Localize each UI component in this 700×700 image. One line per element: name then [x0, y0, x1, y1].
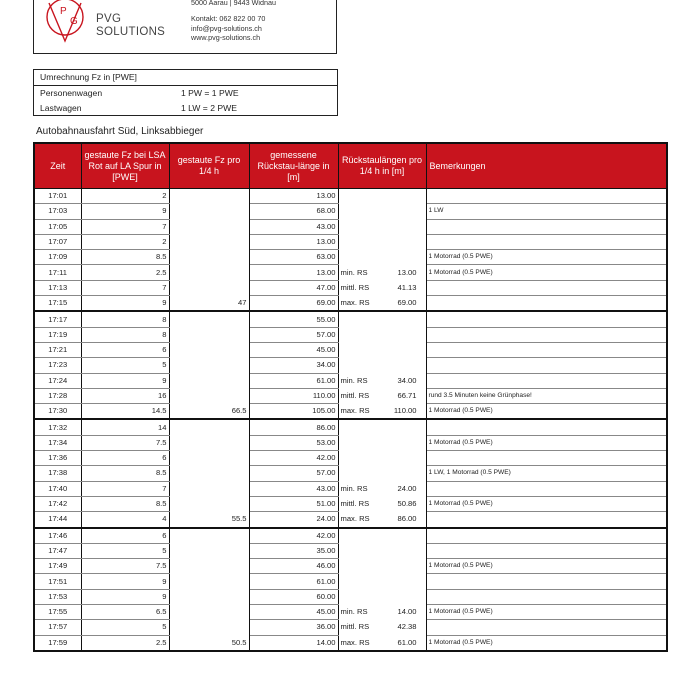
cell-fz-lsa: 16 — [81, 388, 169, 403]
cell-bemerkung: 1 LW — [426, 204, 667, 219]
cell-stat-label — [338, 358, 388, 373]
table-row — [34, 589, 667, 604]
cell-bemerkung — [426, 620, 667, 635]
cell-fz-quarter — [169, 620, 249, 635]
cell-bemerkung: 1 Motorrad (0.5 PWE) — [426, 265, 667, 280]
cell-stat-label — [338, 466, 388, 481]
cell-stat-label — [338, 327, 388, 342]
cell-fz-quarter — [169, 574, 249, 589]
cell-fz-lsa: 2 — [81, 234, 169, 249]
cell-bemerkung — [426, 574, 667, 589]
cell-bemerkung — [426, 342, 667, 357]
section-title: Autobahnausfahrt Süd, Linksabbieger — [36, 126, 204, 137]
svg-text:P: P — [60, 6, 67, 17]
table-row — [34, 404, 667, 420]
cell-stat-value: 69.00 — [388, 296, 426, 312]
cell-fz-quarter — [169, 327, 249, 342]
table-row — [34, 327, 667, 342]
col-bemerkungen: Bemerkungen — [426, 143, 667, 189]
cell-zeit: 17:34 — [34, 435, 81, 450]
cell-fz-quarter — [169, 451, 249, 466]
cell-fz-lsa: 7 — [81, 280, 169, 295]
cell-fz-quarter — [169, 605, 249, 620]
cell-fz-lsa: 9 — [81, 204, 169, 219]
cell-stat-label — [338, 189, 388, 204]
cell-fz-lsa: 14.5 — [81, 404, 169, 420]
cell-stat-label: min. RS — [338, 265, 388, 280]
cell-bemerkung — [426, 280, 667, 295]
cell-stat-label — [338, 419, 388, 435]
cell-zeit: 17:23 — [34, 358, 81, 373]
cell-stat-label — [338, 574, 388, 589]
cell-stat-value — [388, 589, 426, 604]
cell-rueckstau: 61.00 — [249, 373, 338, 388]
cell-fz-lsa: 8.5 — [81, 466, 169, 481]
cell-stat-label: min. RS — [338, 373, 388, 388]
table-row — [34, 451, 667, 466]
cell-bemerkung — [426, 481, 667, 496]
cell-rueckstau: 69.00 — [249, 296, 338, 312]
cell-stat-label: max. RS — [338, 296, 388, 312]
table-row — [34, 512, 667, 528]
cell-stat-value — [388, 234, 426, 249]
cell-bemerkung: 1 Motorrad (0.5 PWE) — [426, 605, 667, 620]
company-phone: Kontakt: 062 822 00 70 — [191, 14, 266, 23]
cell-fz-lsa: 8.5 — [81, 496, 169, 511]
table-row — [34, 620, 667, 635]
table-row — [34, 559, 667, 574]
cell-stat-label — [338, 451, 388, 466]
cell-stat-value — [388, 250, 426, 265]
cell-zeit: 17:05 — [34, 219, 81, 234]
table-header-row — [34, 143, 667, 189]
cell-fz-quarter — [169, 234, 249, 249]
cell-stat-label — [338, 234, 388, 249]
cell-stat-value: 50.86 — [388, 496, 426, 511]
cell-fz-quarter — [169, 589, 249, 604]
cell-fz-lsa: 5 — [81, 543, 169, 558]
cell-fz-lsa: 7 — [81, 219, 169, 234]
cell-stat-label: mittl. RS — [338, 496, 388, 511]
cell-stat-value: 34.00 — [388, 373, 426, 388]
table-row — [34, 373, 667, 388]
cell-bemerkung — [426, 327, 667, 342]
cell-fz-lsa: 6 — [81, 451, 169, 466]
cell-zeit: 17:21 — [34, 342, 81, 357]
cell-bemerkung — [426, 234, 667, 249]
cell-fz-lsa: 6 — [81, 528, 169, 544]
cell-rueckstau: 45.00 — [249, 605, 338, 620]
cell-zeit: 17:30 — [34, 404, 81, 420]
table-row — [34, 204, 667, 219]
cell-rueckstau: 36.00 — [249, 620, 338, 635]
cell-stat-value: 14.00 — [388, 605, 426, 620]
cell-stat-label — [338, 204, 388, 219]
table-row — [34, 388, 667, 403]
cell-stat-label — [338, 589, 388, 604]
col-rs-quarter: Rückstaulängen pro 1/4 h in [m] — [338, 143, 426, 189]
cell-stat-value — [388, 543, 426, 558]
table-row — [34, 528, 667, 544]
cell-rueckstau: 105.00 — [249, 404, 338, 420]
cell-fz-lsa: 8 — [81, 327, 169, 342]
pvg-logo-icon — [40, 0, 90, 43]
cell-fz-quarter — [169, 189, 249, 204]
cell-bemerkung — [426, 543, 667, 558]
table-row — [34, 466, 667, 481]
cell-stat-label — [338, 528, 388, 544]
cell-stat-value — [388, 528, 426, 544]
cell-fz-lsa: 9 — [81, 574, 169, 589]
table-row — [34, 435, 667, 450]
cell-fz-quarter — [169, 559, 249, 574]
cell-zeit: 17:38 — [34, 466, 81, 481]
cell-zeit: 17:57 — [34, 620, 81, 635]
cell-rueckstau: 55.00 — [249, 311, 338, 327]
conversion-value: 1 LW = 2 PWE — [181, 102, 237, 113]
cell-fz-lsa: 8.5 — [81, 250, 169, 265]
cell-rueckstau: 42.00 — [249, 528, 338, 544]
cell-fz-lsa: 9 — [81, 589, 169, 604]
cell-fz-quarter — [169, 311, 249, 327]
cell-zeit: 17:49 — [34, 559, 81, 574]
cell-stat-value: 13.00 — [388, 265, 426, 280]
conversion-title: Umrechnung Fz in [PWE] — [33, 69, 338, 86]
table-row — [34, 296, 667, 312]
table-row — [34, 605, 667, 620]
cell-bemerkung — [426, 419, 667, 435]
cell-fz-quarter — [169, 342, 249, 357]
svg-text:G: G — [70, 16, 78, 27]
cell-stat-label: max. RS — [338, 404, 388, 420]
company-email[interactable]: info@pvg-solutions.ch — [191, 23, 262, 33]
cell-stat-label — [338, 311, 388, 327]
cell-stat-value — [388, 189, 426, 204]
cell-fz-lsa: 8 — [81, 311, 169, 327]
cell-fz-quarter — [169, 543, 249, 558]
cell-zeit: 17:44 — [34, 512, 81, 528]
cell-fz-lsa: 7.5 — [81, 435, 169, 450]
cell-stat-label — [338, 219, 388, 234]
cell-rueckstau: 46.00 — [249, 559, 338, 574]
cell-rueckstau: 35.00 — [249, 543, 338, 558]
cell-rueckstau: 43.00 — [249, 219, 338, 234]
cell-bemerkung — [426, 189, 667, 204]
cell-stat-value — [388, 466, 426, 481]
cell-rueckstau: 86.00 — [249, 419, 338, 435]
cell-rueckstau: 53.00 — [249, 435, 338, 450]
cell-bemerkung — [426, 296, 667, 312]
cell-zeit: 17:40 — [34, 481, 81, 496]
cell-stat-value — [388, 342, 426, 357]
cell-stat-value — [388, 451, 426, 466]
cell-stat-value — [388, 311, 426, 327]
cell-fz-lsa: 14 — [81, 419, 169, 435]
cell-zeit: 17:11 — [34, 265, 81, 280]
cell-bemerkung: 1 Motorrad (0.5 PWE) — [426, 559, 667, 574]
cell-rueckstau: 42.00 — [249, 451, 338, 466]
cell-rueckstau: 57.00 — [249, 327, 338, 342]
cell-rueckstau: 57.00 — [249, 466, 338, 481]
cell-bemerkung — [426, 311, 667, 327]
cell-rueckstau: 61.00 — [249, 574, 338, 589]
cell-zeit: 17:13 — [34, 280, 81, 295]
cell-rueckstau: 110.00 — [249, 388, 338, 403]
table-row — [34, 635, 667, 651]
cell-fz-quarter — [169, 250, 249, 265]
cell-stat-value: 110.00 — [388, 404, 426, 420]
cell-fz-quarter — [169, 265, 249, 280]
cell-zeit: 17:59 — [34, 635, 81, 651]
cell-rueckstau: 51.00 — [249, 496, 338, 511]
cell-stat-value: 24.00 — [388, 481, 426, 496]
cell-bemerkung: 1 Motorrad (0.5 PWE) — [426, 496, 667, 511]
cell-rueckstau: 68.00 — [249, 204, 338, 219]
cell-zeit: 17:32 — [34, 419, 81, 435]
cell-stat-value — [388, 358, 426, 373]
cell-stat-value: 41.13 — [388, 280, 426, 295]
cell-fz-lsa: 6 — [81, 342, 169, 357]
cell-stat-value: 86.00 — [388, 512, 426, 528]
cell-zeit: 17:24 — [34, 373, 81, 388]
conversion-label: Personenwagen — [40, 88, 103, 98]
cell-rueckstau: 47.00 — [249, 280, 338, 295]
cell-zeit: 17:01 — [34, 189, 81, 204]
table-row — [34, 358, 667, 373]
cell-stat-label: mittl. RS — [338, 620, 388, 635]
cell-fz-lsa: 7.5 — [81, 559, 169, 574]
cell-zeit: 17:15 — [34, 296, 81, 312]
cell-fz-lsa: 7 — [81, 481, 169, 496]
cell-rueckstau: 43.00 — [249, 481, 338, 496]
company-name-line1: PVG — [96, 13, 122, 25]
cell-fz-quarter: 47 — [169, 296, 249, 312]
cell-zeit: 17:19 — [34, 327, 81, 342]
cell-stat-label — [338, 543, 388, 558]
conversion-row — [34, 86, 337, 101]
cell-stat-value — [388, 327, 426, 342]
cell-rueckstau: 24.00 — [249, 512, 338, 528]
table-row — [34, 250, 667, 265]
conversion-box — [33, 69, 338, 116]
table-row — [34, 342, 667, 357]
cell-bemerkung: rund 3.5 Minuten keine Grünphase! — [426, 388, 667, 403]
cell-fz-quarter: 50.5 — [169, 635, 249, 651]
cell-fz-quarter — [169, 388, 249, 403]
cell-bemerkung — [426, 451, 667, 466]
cell-fz-quarter: 66.5 — [169, 404, 249, 420]
cell-bemerkung — [426, 589, 667, 604]
cell-stat-value: 42.38 — [388, 620, 426, 635]
cell-fz-quarter — [169, 466, 249, 481]
table-row — [34, 234, 667, 249]
cell-stat-value — [388, 204, 426, 219]
cell-zeit: 17:03 — [34, 204, 81, 219]
cell-rueckstau: 13.00 — [249, 189, 338, 204]
cell-fz-lsa: 5 — [81, 358, 169, 373]
company-name-line2: SOLUTIONS — [96, 26, 166, 38]
table-row — [34, 280, 667, 295]
conversion-label: Lastwagen — [40, 102, 82, 113]
contact-block — [191, 0, 276, 43]
cell-rueckstau: 14.00 — [249, 635, 338, 651]
cell-zeit: 17:28 — [34, 388, 81, 403]
cell-stat-label: max. RS — [338, 512, 388, 528]
cell-stat-label — [338, 250, 388, 265]
cell-bemerkung — [426, 512, 667, 528]
col-rueckstau: gemessene Rückstau-länge in [m] — [249, 143, 338, 189]
cell-fz-lsa: 5 — [81, 620, 169, 635]
table-row — [34, 419, 667, 435]
table-row — [34, 543, 667, 558]
cell-rueckstau: 45.00 — [249, 342, 338, 357]
cell-stat-label — [338, 342, 388, 357]
cell-fz-lsa: 9 — [81, 373, 169, 388]
table-row — [34, 574, 667, 589]
table-row — [34, 311, 667, 327]
cell-stat-label — [338, 559, 388, 574]
cell-stat-value — [388, 219, 426, 234]
table-row — [34, 481, 667, 496]
cell-rueckstau: 13.00 — [249, 234, 338, 249]
cell-zeit: 17:51 — [34, 574, 81, 589]
measurement-table — [33, 142, 668, 652]
cell-fz-quarter — [169, 481, 249, 496]
cell-fz-lsa: 9 — [81, 296, 169, 312]
cell-zeit: 17:53 — [34, 589, 81, 604]
table-row — [34, 496, 667, 511]
cell-stat-label: min. RS — [338, 605, 388, 620]
letterhead — [33, 0, 337, 54]
cell-stat-label: max. RS — [338, 635, 388, 651]
cell-bemerkung: 1 Motorrad (0.5 PWE) — [426, 404, 667, 420]
cell-stat-value — [388, 559, 426, 574]
table-row — [34, 265, 667, 280]
cell-rueckstau: 13.00 — [249, 265, 338, 280]
cell-stat-label: mittl. RS — [338, 388, 388, 403]
company-name — [96, 13, 165, 39]
table-body — [34, 189, 667, 651]
cell-fz-lsa: 6.5 — [81, 605, 169, 620]
cell-fz-quarter — [169, 528, 249, 544]
cell-bemerkung — [426, 358, 667, 373]
cell-zeit: 17:42 — [34, 496, 81, 511]
cell-bemerkung: 1 Motorrad (0.5 PWE) — [426, 250, 667, 265]
cell-fz-quarter: 55.5 — [169, 512, 249, 528]
cell-fz-quarter — [169, 419, 249, 435]
cell-stat-value — [388, 435, 426, 450]
conversion-value: 1 PW = 1 PWE — [181, 88, 239, 98]
table-row — [34, 189, 667, 204]
cell-stat-value — [388, 419, 426, 435]
cell-fz-lsa: 2.5 — [81, 265, 169, 280]
cell-zeit: 17:46 — [34, 528, 81, 544]
cell-fz-quarter — [169, 435, 249, 450]
cell-bemerkung — [426, 219, 667, 234]
cell-fz-lsa: 4 — [81, 512, 169, 528]
cell-zeit: 17:47 — [34, 543, 81, 558]
cell-bemerkung — [426, 373, 667, 388]
cell-rueckstau: 60.00 — [249, 589, 338, 604]
cell-bemerkung: 1 Motorrad (0.5 PWE) — [426, 635, 667, 651]
cell-fz-quarter — [169, 204, 249, 219]
cell-zeit: 17:55 — [34, 605, 81, 620]
cell-bemerkung: 1 LW, 1 Motorrad (0.5 PWE) — [426, 466, 667, 481]
conversion-rows — [33, 86, 338, 116]
cell-fz-lsa: 2.5 — [81, 635, 169, 651]
col-zeit: Zeit — [34, 143, 81, 189]
cell-fz-quarter — [169, 496, 249, 511]
conversion-row — [34, 101, 337, 116]
cell-fz-quarter — [169, 373, 249, 388]
cell-bemerkung: 1 Motorrad (0.5 PWE) — [426, 435, 667, 450]
cell-stat-label: mittl. RS — [338, 280, 388, 295]
cell-fz-quarter — [169, 219, 249, 234]
cell-rueckstau: 34.00 — [249, 358, 338, 373]
cell-rueckstau: 63.00 — [249, 250, 338, 265]
company-website[interactable]: www.pvg-solutions.ch — [191, 33, 261, 42]
cell-stat-label: min. RS — [338, 481, 388, 496]
cell-stat-value: 66.71 — [388, 388, 426, 403]
cell-fz-quarter — [169, 280, 249, 295]
table-row — [34, 219, 667, 234]
cell-fz-quarter — [169, 358, 249, 373]
cell-zeit: 17:07 — [34, 234, 81, 249]
cell-zeit: 17:09 — [34, 250, 81, 265]
cell-stat-value: 61.00 — [388, 635, 426, 651]
col-fz-lsa: gestaute Fz bei LSA Rot auf LA Spur in [PWE] — [81, 143, 169, 189]
company-address: 5000 Aarau | 9443 Widnau — [191, 0, 276, 7]
cell-zeit: 17:36 — [34, 451, 81, 466]
cell-zeit: 17:17 — [34, 311, 81, 327]
cell-bemerkung — [426, 528, 667, 544]
cell-fz-lsa: 2 — [81, 189, 169, 204]
cell-stat-label — [338, 435, 388, 450]
col-fz-quarter: gestaute Fz pro 1/4 h — [169, 143, 249, 189]
cell-stat-value — [388, 574, 426, 589]
